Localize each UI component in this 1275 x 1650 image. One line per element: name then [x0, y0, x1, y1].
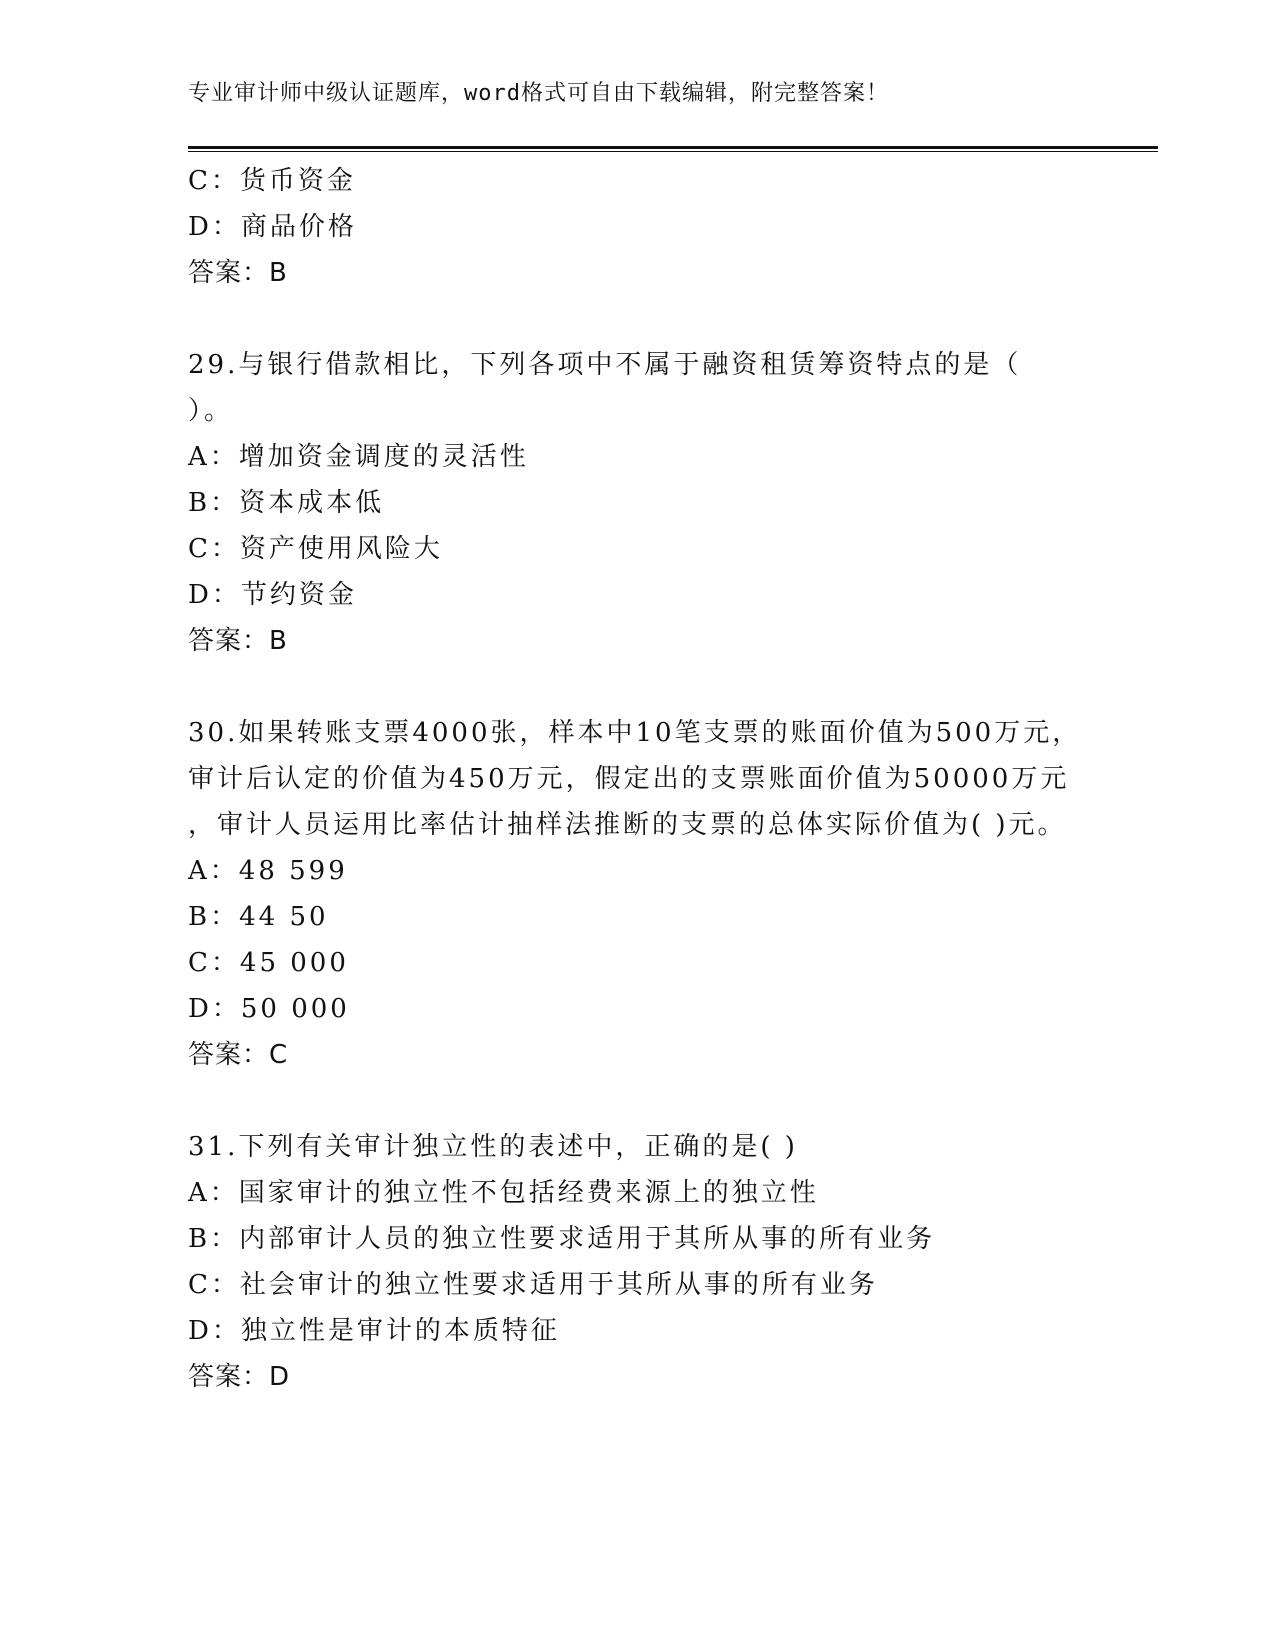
option-c: C：货币资金	[188, 166, 356, 196]
spacer	[188, 296, 1088, 342]
question-stem-line: 29.与银行借款相比，下列各项中不属于融资租赁筹资特点的是（	[188, 350, 1022, 380]
option-d: D：独立性是审计的本质特征	[188, 1316, 560, 1346]
question-stem-line: 审计后认定的价值为450万元，假定出的支票账面价值为50000万元	[188, 764, 1070, 794]
answer: 答案：B	[188, 258, 288, 288]
question-stem-line: ）。	[188, 396, 234, 426]
page-header: 专业审计师中级认证题库，word格式可自由下载编辑，附完整答案！	[188, 81, 889, 106]
question-stem-line: 30.如果转账支票4000张，样本中10笔支票的账面价值为500万元，	[188, 718, 1082, 748]
answer: 答案：D	[188, 1362, 291, 1392]
option-b: B：资本成本低	[188, 488, 385, 518]
option-d: D：商品价格	[188, 212, 357, 242]
answer: 答案：C	[188, 1040, 289, 1070]
option-d: D：50 000	[188, 994, 350, 1024]
answer: 答案：B	[188, 626, 288, 656]
question-30	[188, 710, 1088, 1078]
option-a: A：增加资金调度的灵活性	[188, 442, 529, 472]
header-rule-thin	[188, 151, 1158, 152]
spacer	[188, 1078, 1088, 1124]
option-d: D：节约资金	[188, 580, 357, 610]
option-c: C：资产使用风险大	[188, 534, 443, 564]
option-b: B：内部审计人员的独立性要求适用于其所从事的所有业务	[188, 1224, 936, 1254]
header-rule-thick	[188, 146, 1158, 149]
question-content	[188, 158, 1088, 1400]
option-a: A：48 599	[188, 856, 348, 886]
option-c: C：社会审计的独立性要求适用于其所从事的所有业务	[188, 1270, 878, 1300]
option-c: C：45 000	[188, 948, 349, 978]
question-29	[188, 342, 1088, 664]
spacer	[188, 664, 1088, 710]
question-stem-line: 31.下列有关审计独立性的表述中，正确的是( )	[188, 1132, 798, 1162]
option-b: B：44 50	[188, 902, 329, 932]
continued-question	[188, 158, 1088, 296]
question-31	[188, 1124, 1088, 1400]
option-a: A：国家审计的独立性不包括经费来源上的独立性	[188, 1178, 819, 1208]
question-stem-line: ，审计人员运用比率估计抽样法推断的支票的总体实际价值为( )元。	[188, 810, 1067, 840]
